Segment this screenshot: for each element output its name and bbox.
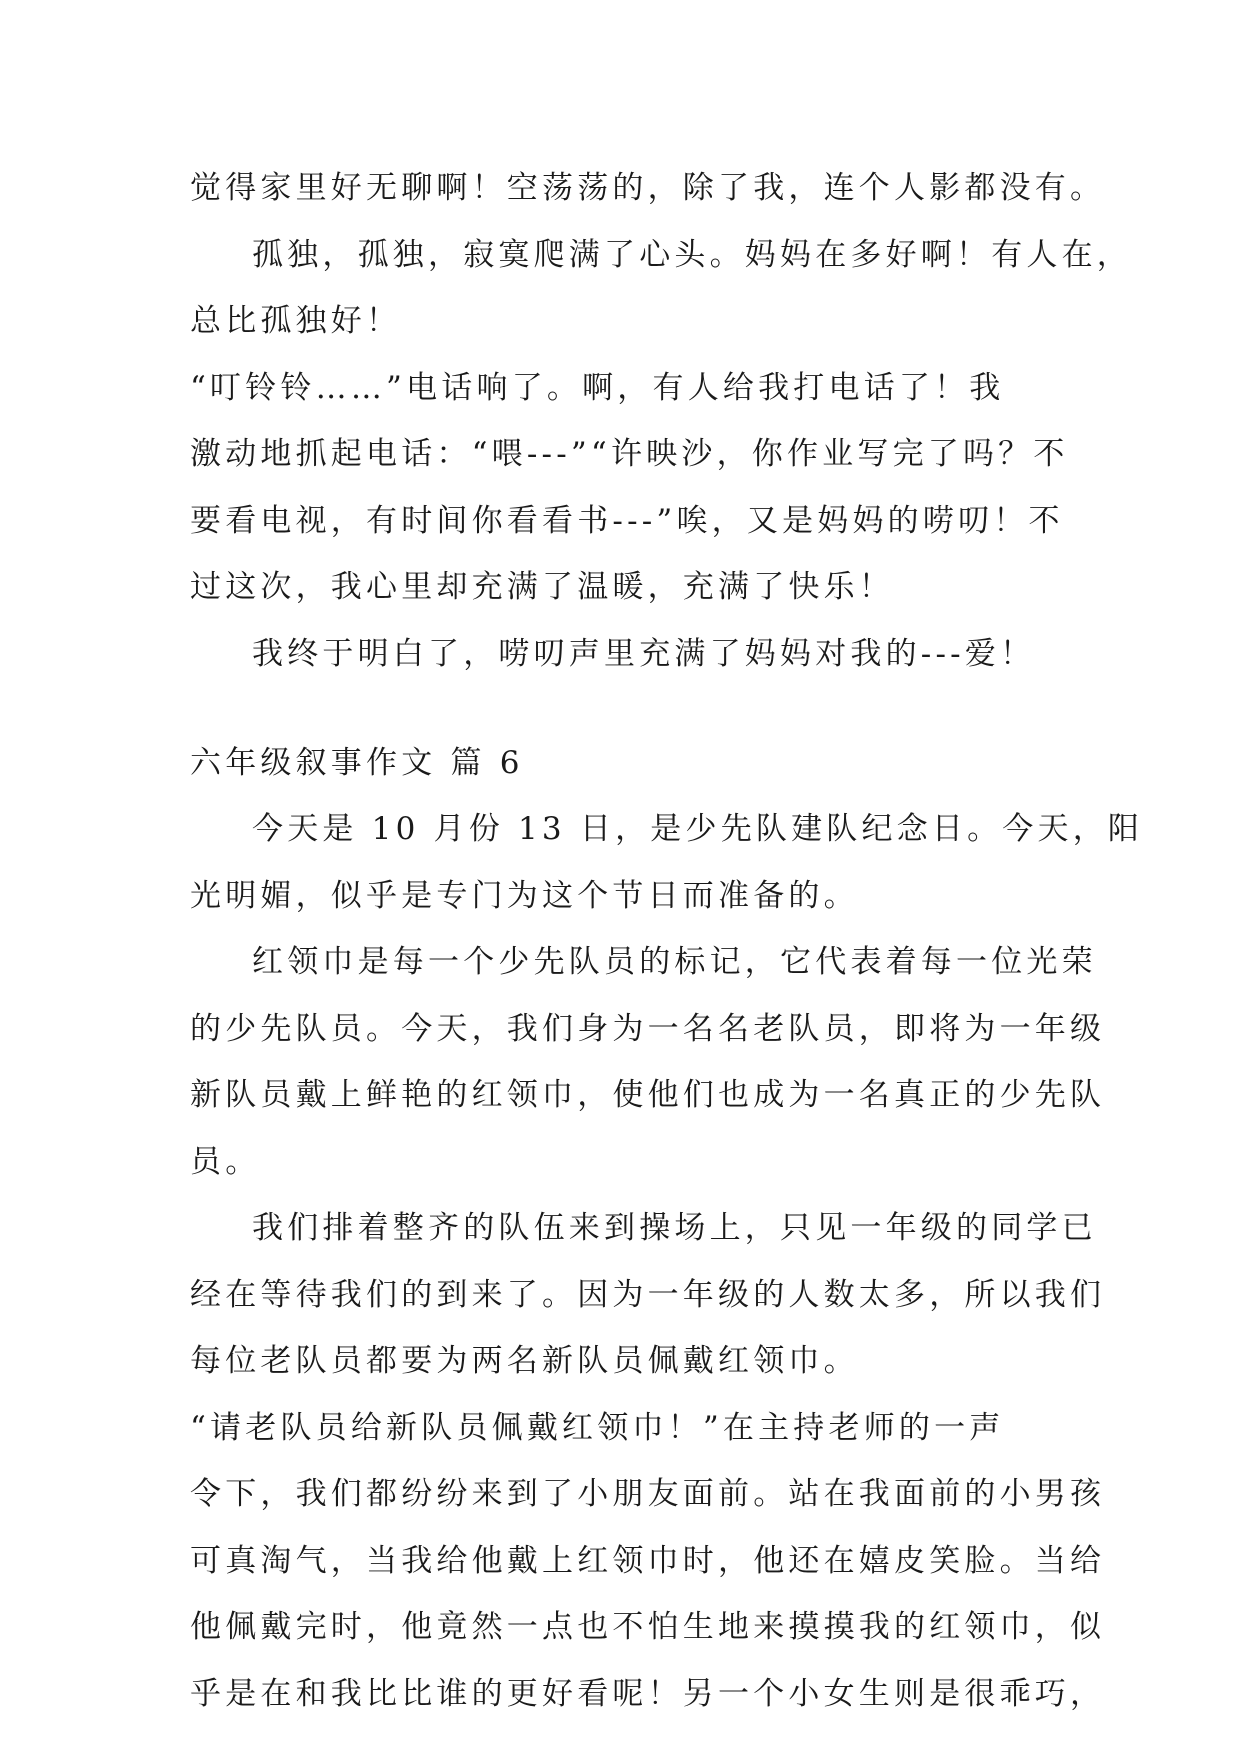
paragraph-line: 乎是在和我比比谁的更好看呢！另一个小女生则是很乖巧，	[190, 1676, 1106, 1712]
paragraph-line: 我终于明白了，唠叨声里充满了妈妈对我的---爱！	[252, 636, 1036, 672]
paragraph-line: 每位老队员都要为两名新队员佩戴红领巾。	[190, 1343, 859, 1379]
paragraph-line: 过这次，我心里却充满了温暖，充满了快乐！	[190, 569, 894, 605]
paragraph-line: 总比孤独好！	[190, 303, 402, 339]
section-heading: 六年级叙事作文 篇 6	[190, 745, 524, 781]
paragraph-line: 激动地抓起电话：“喂---”“许映沙，你作业写完了吗？不	[190, 436, 1069, 472]
paragraph-line: 觉得家里好无聊啊！空荡荡的，除了我，连个人影都没有。	[190, 170, 1106, 206]
paragraph-line: “叮铃铃……”电话响了。啊，有人给我打电话了！我	[190, 370, 1005, 406]
paragraph-line: 员。	[190, 1144, 261, 1180]
paragraph-line: 经在等待我们的到来了。因为一年级的人数太多，所以我们	[190, 1277, 1106, 1313]
paragraph-line: 红领巾是每一个少先队员的标记，它代表着每一位光荣	[252, 944, 1097, 980]
paragraph-line: 今天是 10 月份 13 日，是少先队建队纪念日。今天，阳	[252, 811, 1144, 847]
paragraph-line: “请老队员给新队员佩戴红领巾！”在主持老师的一声	[190, 1410, 1005, 1446]
paragraph-line: 光明媚，似乎是专门为这个节日而准备的。	[190, 878, 859, 914]
paragraph-line: 孤独，孤独，寂寞爬满了心头。妈妈在多好啊！有人在，	[252, 237, 1132, 273]
paragraph-line: 新队员戴上鲜艳的红领巾，使他们也成为一名真正的少先队	[190, 1077, 1106, 1113]
paragraph-line: 要看电视，有时间你看看书---”唉，又是妈妈的唠叨！不	[190, 503, 1064, 539]
paragraph-line: 令下，我们都纷纷来到了小朋友面前。站在我面前的小男孩	[190, 1476, 1106, 1512]
paragraph-line: 可真淘气，当我给他戴上红领巾时，他还在嬉皮笑脸。当给	[190, 1543, 1106, 1579]
paragraph-line: 我们排着整齐的队伍来到操场上，只见一年级的同学已	[252, 1210, 1097, 1246]
paragraph-line: 他佩戴完时，他竟然一点也不怕生地来摸摸我的红领巾，似	[190, 1609, 1106, 1645]
paragraph-line: 的少先队员。今天，我们身为一名名老队员，即将为一年级	[190, 1011, 1106, 1047]
